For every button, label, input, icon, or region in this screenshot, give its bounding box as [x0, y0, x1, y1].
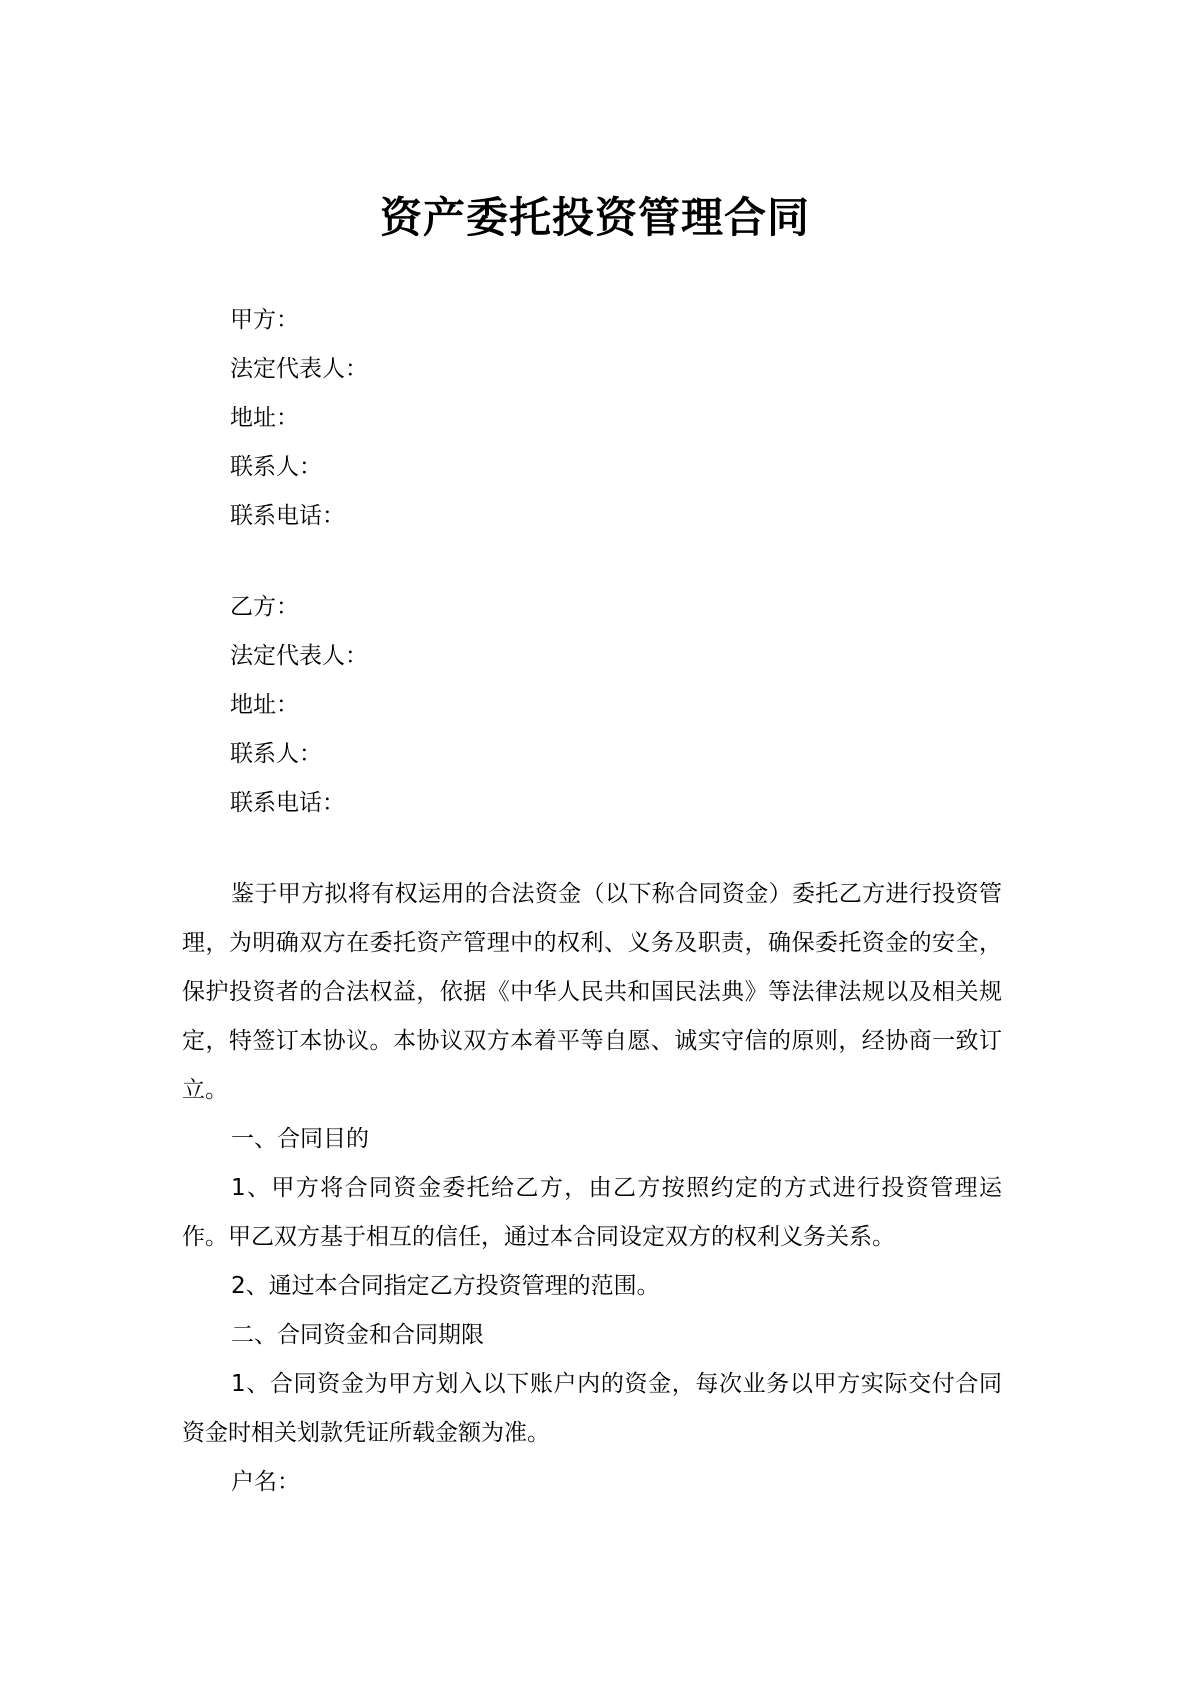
- party-b-contact-line: 联系人：: [230, 741, 322, 767]
- section-heading: 二、合同资金和合同期限: [231, 1322, 484, 1348]
- party-a-address-line: 地址：: [230, 405, 299, 431]
- party-a-phone-line: 联系电话：: [230, 503, 345, 529]
- account-name-line: 户名：: [231, 1469, 300, 1495]
- clause-paragraph: 1、甲方将合同资金委托给乙方，由乙方按照约定的方式进行投资管理运作。甲乙双方基于相互的信任，通过本合同设定双方的权利义务关系。: [182, 1175, 1002, 1250]
- party-b-representative-line: 法定代表人：: [230, 643, 368, 669]
- party-b-block: [230, 583, 368, 828]
- party-b-name-line: 乙方：: [230, 594, 299, 620]
- preamble-paragraph: 鉴于甲方拟将有权运用的合法资金（以下称合同资金）委托乙方进行投资管理，为明确双方在委托资产管理中的权利、义务及职责，确保委托资金的安全，保护投资者的合法权益，依据《中华人民共和国民法典》等法律法规以及相关规定，特签订本协议。本协议双方本着平等自愿、诚实守信的原则，经协商一致订立。: [182, 881, 1002, 1103]
- clause-paragraph: 2、通过本合同指定乙方投资管理的范围。: [231, 1273, 660, 1299]
- party-a-representative-line: 法定代表人：: [230, 356, 368, 382]
- party-b-address-line: 地址：: [230, 692, 299, 718]
- section-heading: 一、合同目的: [231, 1126, 369, 1152]
- party-a-contact-line: 联系人：: [230, 454, 322, 480]
- clause-paragraph: 1、合同资金为甲方划入以下账户内的资金，每次业务以甲方实际交付合同资金时相关划款凭证所载金额为准。: [182, 1371, 1002, 1446]
- party-b-phone-line: 联系电话：: [230, 790, 345, 816]
- contract-body: [182, 870, 1002, 1507]
- party-a-block: [230, 296, 368, 541]
- party-a-name-line: 甲方：: [230, 307, 299, 333]
- document-title: 资产委托投资管理合同: [379, 193, 810, 242]
